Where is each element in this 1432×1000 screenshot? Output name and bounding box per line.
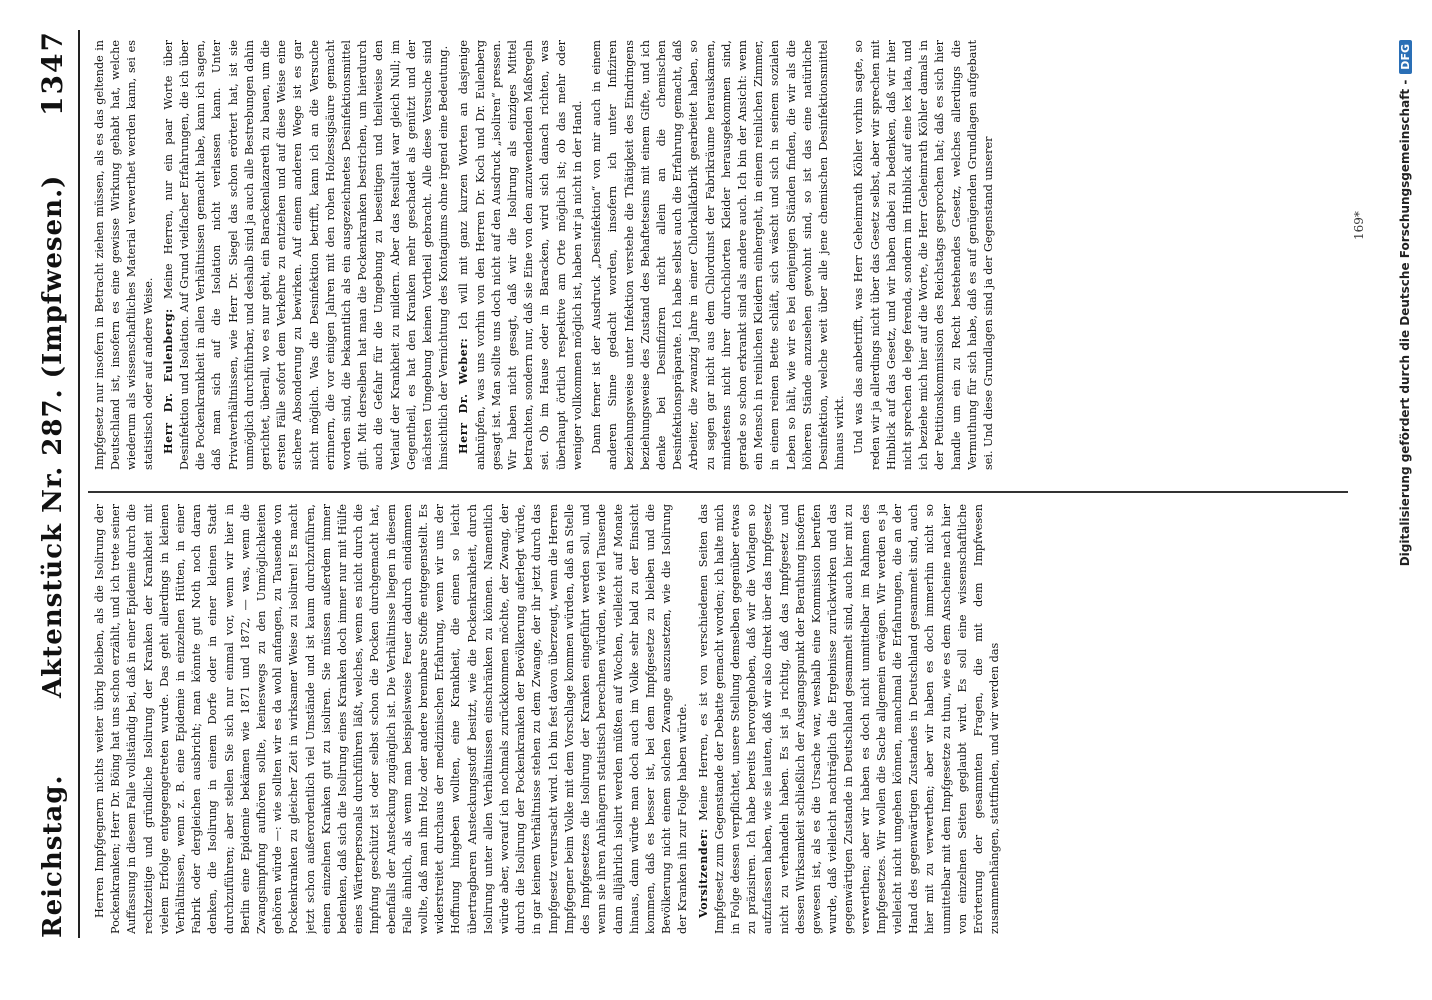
header-center: Aktenstück Nr. 287. (Impfwesen.) — [38, 174, 68, 698]
speaker-name: Herr Dr. Weber: — [456, 337, 471, 454]
paragraph-text: Dann ferner ist der Ausdruck „Desinfektion“ von mir auch in einem anderen Sinne gedacht worden, insofern ich unter Infiziren beziehungsweise unter Infektion verstehe die Thätigkeit des Eindringens beziehungsweise des Zustand des Behaftetseins mit einem Gifte, und ich denke bei Desinfiziren nicht allein an die chemischen Desinfektionspräparate. Ich habe selbst auch die Erfahrung gemacht, daß Arbeiter, die zwanzig Jahre in einer Chlorkalkfabrik gearbeitet haben, so zu sagen gar nicht aus dem Chlordunst der Fabrikräume herauskamen, mindestens nicht ihrer durchchlorten Kleider herausgekommen sind, gerade so schon erkrankt sind als andere auch. Ich bin der Ansicht: wenn ein Mensch in reinlichen Kleidern einhergeht, in einem reinlichen Zimmer, in einem reinen Bette schläft, sich wäscht und sich in seinem sozialen Leben so hält, wie wir es bei denjenigen Ständen finden, die wir als die höheren Stände anzusehen gewohnt sind, so ist das eine natürliche Desinfektion, welche weit über alle jene chemischen Desinfektionsmittel hinaus wirkt. — [590, 40, 847, 470]
paragraph-text: Meine Herren, es ist von verschiedenen Seiten das Impfgesetz zum Gegenstande der Debatte gemacht worden; ich halte mich in Folge dessen verpflichtet, unsere Stellung demselben gegenüber etwas zu präzisiren. Ich habe bereits hervorgehoben, daß wir die Vorlagen so aufzufassen haben, wie sie lauten, daß wir also direkt über das Impfgesetz nicht zu verhandeln haben. Es ist ja richtig, daß das Impfgesetz und dessen Wirksamkeit schließlich der Ausgangspunkt der Berathung insofern gewesen ist, als es die Ursache war, weshalb eine Kommission berufen wurde, daß vielleicht nachträglich die Ergebnisse zurückwirken und das gegenwärtigen Zustande in Deutschland gesammelt sind, auch hier mit zu verwerthen; aber wir haben es doch nicht unmittelbar im Rahmen des Impfgesetzes. Wir wollen die Sache allgemein erwägen. Wir werden es ja vielleicht nicht umgehen können, manchmal die Erfahrungen, die an der Hand des gegenwärtigen Zustandes in Deutschland gesammelt sind, auch hier mit zu verwerthen; aber wir haben es doch immerhin nicht so unmittelbar mit dem Impfgesetze zu thun, wie es dem Anscheine nach hier von einzelnen Seiten geglaubt wird. Es soll eine wissenschaftliche Erörterung der gesammten Fragen, die mit dem Impfwesen zusammenhängen, stattfinden, und wir werden das — [696, 504, 1002, 934]
paragraph — [695, 504, 1004, 934]
column-divider — [88, 491, 1348, 493]
paragraph — [851, 40, 997, 470]
paragraph-text: Ich will mit ganz kurzen Worten an dasjenige anknüpfen, was uns vorhin von den Herren Dr. Koch und Dr. Eulenberg gesagt ist. Man sollte uns doch nicht auf den Ausdruck „isoliren“ pressen. Wir haben nicht gesagt, daß wir die Isolirung als einziges Mittel betrachten, sondern nur, daß sie Eine von den anzuwendenden Maßregeln sei. Ob im Hause oder in Baracken, wird sich danach richten, was überhaupt örtlich respektive am Orte möglich ist; ob das mehr oder weniger vollkommen möglich ist, haben wir ja nicht in der Hand. — [457, 40, 584, 470]
paragraph-text: Impfgesetz nur insofern in Betracht ziehen müssen, als es das geltende in Deutschland ist, insofern es eine gewisse Wirkung gehabt hat, welche wiederum als wissenschaftliches Material verwerthet werden kann, sei es statistisch oder auf andere Weise. — [93, 40, 155, 470]
signature-mark: 169* — [1352, 211, 1366, 240]
header-left: Reichstag. — [38, 774, 68, 938]
speaker-name: Vorsitzender: — [695, 828, 710, 918]
paragraph — [92, 504, 692, 934]
digitization-text: Digitalisierung gefördert durch die Deutsche Forschungsgemeinschaft - — [1398, 79, 1412, 567]
paragraph — [160, 40, 453, 470]
dfg-logo: DFG — [1399, 40, 1412, 74]
paragraph — [92, 40, 157, 470]
speaker-name: Herr Dr. Eulenberg: — [160, 308, 175, 454]
left-column — [92, 504, 1342, 934]
header-rule — [78, 30, 80, 938]
paragraph-text: Herren Impfgegnern nichts weiter übrig bleiben, als die Isolirung der Pockenkranken; Herr Dr. Böing hat uns schon erzählt, und ich trete seiner Auffassung in diesem Falle vollständig bei, daß in einer Epidemie durch die rechtzeitige und gründliche Isolirung der Kranken der Krankheit mit vielem Erfolge entgegengetreten wurde. Das geht allerdings in kleinen Verhältnissen, wenn z. B. eine Epidemie in einzelnen Hütten, in einer Fabrik oder dergleichen ausbricht; man könnte gut Noth noch daran denken, die Isolirung in einem Dorfe oder in einer kleinen Stadt durchzuführen; aber stellen Sie sich nur einmal vor, wenn wir hier in Berlin eine Epidemie bekämen wie 1871 und 1872, — was, wenn die Zwangsimpfung aufhören sollte, keineswegs zu den Unmöglichkeiten gehören würde —: wie sollten wir es da wohl anfangen, zu Tausende von Pockenkranken zu gleicher Zeit in wirksamer Weise zu isoliren! Es macht jetzt schon außerordentlich viel Umstände und ist kaum durchzuführen, einen einzelnen Kranken gut zu isoliren. Sie müssen außerdem immer bedenken, daß sich die Isolirung eines Kranken doch immer nur mit Hülfe eines Wärterpersonals durchführen läßt, welches, wenn es nicht durch die Impfung geschützt ist oder selbst schon die Pocken durchgemacht hat, ebenfalls der Ansteckung zugänglich ist. Die Verhältnisse liegen in diesem Falle ähnlich, als wenn man beispielsweise Feuer dadurch eindämmen wollte, daß man ihm Holz oder andere brennbare Stoffe entgegenstellt. Es widerstreitet durchaus der medizinischen Erfahrung, wenn wir uns der Hoffnung hingeben wollten, eine Krankheit, die einen so leicht übertragbaren Ansteckungsstoff besitzt, wie die Pockenkrankheit, durch Isolirung unter allen Verhältnissen einschränken zu können. Namentlich würde aber, worauf ich nochmals zurückkommen möchte, der Zwang, der durch die Isolirung der Pockenkranken der Bevölkerung auferlegt würde, in gar keinem Verhältnisse stehen zu dem Zwange, der ihr jetzt durch das Impfgesetz verursacht wird. Ich bin fest davon überzeugt, wenn die Herren Impfgegner beim Volke mit dem Vorschlage kommen würden, daß an Stelle des Impfgesetzes die Isolirung der Kranken eingeführt werden soll, und wenn sie ihren Anhängern statistisch berechnen würden, wie viel Tausende dann alljährlich isolirt werden müßten auf Wochen, vielleicht auf Monate hinaus, dann würde man doch auch im Volke sehr bald zu der Einsicht kommen, daß es besser ist, bei dem Impfgesetze zu bleiben und die Bevölkerung nicht einem solchen Zwange auszusetzen, wie die Isolirung der Kranken ihn zur Folge haben würde. — [93, 504, 690, 934]
paragraph-text: Meine Herren, nur ein paar Worte über Desinfektion und Isolation. Auf Grund vielfacher Erfahrungen, die ich über die Pockenkrankheit in allen Verhältnissen gemacht habe, kann ich sagen, daß man sich auf die Isolation nicht verlassen kann. Unter Privatverhältnissen, wie Herr Dr. Siegel das schon erörtert hat, ist sie unmöglich durchführbar, und deshalb sind ja auch alle Bestrebungen dahin gerichtet, überall, wo es nur geht, ein Barackenlazareth zu bauen, um die ersten Fälle sofort dem Verkehre zu entziehen und auf diese Weise eine sichere Absonderung zu bewirken. Auf einem anderen Wege ist es gar nicht möglich. Was die Desinfektion betrifft, kann ich an die Versuche erinnern, die vor einigen Jahren mit den rohen Holzessigsäure gemacht worden sind, die bekanntlich als ein ausgezeichnetes Desinfektionsmittel gilt. Mit derselben hat man die Pockenkranken bestrichen, um hierdurch auch die Gefahr für die Umgebung zu beseitigen und theilweise den Verlauf der Krankheit zu mildern. Aber das Resultat war gleich Null; im Gegentheil, es hat den Kranken mehr geschadet als genützt und der nächsten Umgebung keinen Vortheil gebracht. Alle diese Versuche sind hinsichtlich der Vernichtung des Kontagiums ohne irgend eine Bedeutung. — [161, 40, 451, 470]
paragraph — [455, 40, 586, 470]
page-header — [30, 30, 80, 938]
page-number: 1347 — [36, 30, 69, 116]
paragraph-text: Und was das anbetrifft, was Herr Geheimrath Köhler vorhin sagte, so reden wir ja allerdings nicht über das Gesetz selbst, aber wir sprechen mit Hinblick auf das Gesetz, und wir haben dabei zu bedenken, daß wir hier nicht sprechen de lege ferenda, sondern im Hinblick auf eine lex lata, und ich beziehe mich hier auf die Worte, die Herr Geheimrath Köhler damals in der Petitionskommission des Reichstags gesprochen hat; daß es sich hier handle um ein zu Recht bestehendes Gesetz, welches allerdings die Vermuthung für sich habe, daß es auf genügenden Grundlagen aufgebaut sei. Und diese Grundlagen sind ja der Gegenstand unserer — [852, 40, 995, 470]
paragraph — [589, 40, 848, 470]
digitization-note — [1398, 0, 1416, 1000]
right-column — [92, 40, 1342, 470]
